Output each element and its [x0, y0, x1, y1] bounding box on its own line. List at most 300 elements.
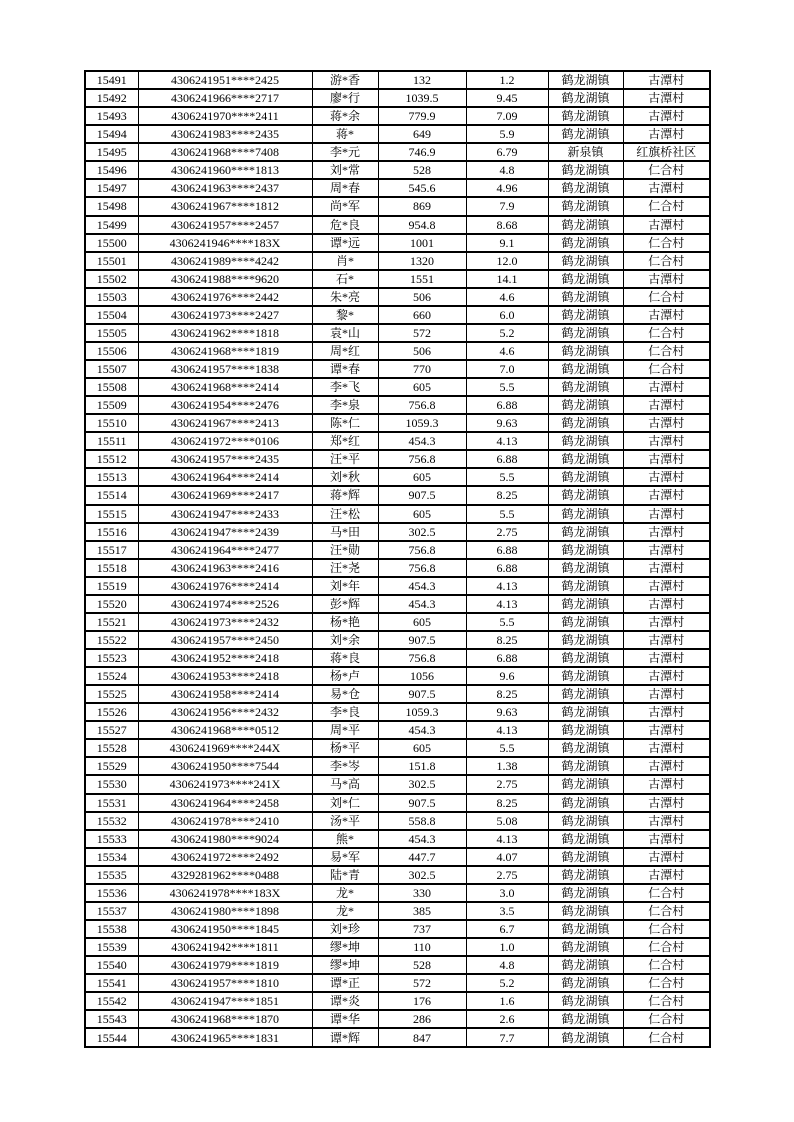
cell-serial-number: 15525	[85, 685, 138, 703]
cell-serial-number: 15533	[85, 830, 138, 848]
cell-village: 古潭村	[623, 270, 710, 288]
cell-name: 朱*亮	[312, 288, 378, 306]
cell-area: 5.5	[466, 613, 548, 631]
cell-amount: 1056	[378, 667, 466, 685]
cell-area: 6.0	[466, 306, 548, 324]
cell-serial-number: 15501	[85, 252, 138, 270]
table-row	[85, 252, 710, 270]
cell-area: 8.25	[466, 486, 548, 504]
cell-name: 蒋*良	[312, 649, 378, 667]
cell-area: 12.0	[466, 252, 548, 270]
table-row	[85, 974, 710, 992]
cell-name: 谭*春	[312, 360, 378, 378]
cell-amount: 660	[378, 306, 466, 324]
cell-amount: 572	[378, 324, 466, 342]
cell-village: 仁合村	[623, 360, 710, 378]
cell-town: 鹤龙湖镇	[548, 360, 623, 378]
cell-serial-number: 15512	[85, 450, 138, 468]
cell-village: 古潭村	[623, 523, 710, 541]
cell-area: 9.6	[466, 667, 548, 685]
cell-id-number: 4306241950****1845	[138, 920, 312, 938]
cell-id-number: 4306241947****2433	[138, 505, 312, 523]
cell-id-number: 4306241954****2476	[138, 396, 312, 414]
cell-town: 鹤龙湖镇	[548, 667, 623, 685]
cell-serial-number: 15521	[85, 613, 138, 631]
cell-serial-number: 15504	[85, 306, 138, 324]
cell-town: 鹤龙湖镇	[548, 523, 623, 541]
cell-amount: 907.5	[378, 685, 466, 703]
cell-name: 缪*坤	[312, 956, 378, 974]
cell-id-number: 4306241964****2414	[138, 468, 312, 486]
cell-amount: 454.3	[378, 721, 466, 739]
cell-name: 廖*行	[312, 89, 378, 107]
cell-town: 鹤龙湖镇	[548, 956, 623, 974]
cell-id-number: 4306241973****2427	[138, 306, 312, 324]
cell-amount: 756.8	[378, 649, 466, 667]
cell-amount: 1059.3	[378, 703, 466, 721]
cell-serial-number: 15540	[85, 956, 138, 974]
cell-name: 马*田	[312, 523, 378, 541]
cell-amount: 737	[378, 920, 466, 938]
table-row	[85, 414, 710, 432]
cell-serial-number: 15494	[85, 125, 138, 143]
cell-serial-number: 15544	[85, 1028, 138, 1047]
cell-id-number: 4306241963****2416	[138, 559, 312, 577]
table-row	[85, 378, 710, 396]
table-row	[85, 920, 710, 938]
cell-serial-number: 15542	[85, 992, 138, 1010]
cell-name: 蒋*辉	[312, 486, 378, 504]
cell-serial-number: 15510	[85, 414, 138, 432]
cell-area: 9.63	[466, 703, 548, 721]
cell-village: 古潭村	[623, 396, 710, 414]
cell-name: 杨*艳	[312, 613, 378, 631]
cell-id-number: 4306241969****2417	[138, 486, 312, 504]
cell-name: 刘*珍	[312, 920, 378, 938]
table-row	[85, 956, 710, 974]
cell-serial-number: 15526	[85, 703, 138, 721]
cell-id-number: 4306241957****2450	[138, 631, 312, 649]
cell-amount: 756.8	[378, 559, 466, 577]
cell-name: 刘*余	[312, 631, 378, 649]
table-row	[85, 595, 710, 613]
cell-name: 危*良	[312, 216, 378, 234]
cell-town: 鹤龙湖镇	[548, 179, 623, 197]
cell-serial-number: 15538	[85, 920, 138, 938]
cell-amount: 385	[378, 902, 466, 920]
cell-serial-number: 15528	[85, 739, 138, 757]
cell-area: 6.88	[466, 396, 548, 414]
table-row	[85, 613, 710, 631]
cell-area: 4.8	[466, 161, 548, 179]
cell-name: 杨*平	[312, 739, 378, 757]
table-row	[85, 866, 710, 884]
cell-name: 袁*山	[312, 324, 378, 342]
cell-name: 肖*	[312, 252, 378, 270]
table-row	[85, 739, 710, 757]
cell-area: 6.88	[466, 559, 548, 577]
cell-name: 易*仓	[312, 685, 378, 703]
cell-area: 9.63	[466, 414, 548, 432]
cell-name: 谭*远	[312, 234, 378, 252]
cell-village: 古潭村	[623, 667, 710, 685]
cell-amount: 1039.5	[378, 89, 466, 107]
table-row	[85, 631, 710, 649]
cell-area: 5.5	[466, 378, 548, 396]
cell-name: 李*岑	[312, 757, 378, 775]
cell-serial-number: 15537	[85, 902, 138, 920]
cell-name: 谭*炎	[312, 992, 378, 1010]
cell-id-number: 4306241980****9024	[138, 830, 312, 848]
cell-amount: 1001	[378, 234, 466, 252]
cell-serial-number: 15527	[85, 721, 138, 739]
cell-name: 刘*常	[312, 161, 378, 179]
cell-area: 8.25	[466, 794, 548, 812]
cell-amount: 110	[378, 938, 466, 956]
cell-village: 古潭村	[623, 468, 710, 486]
cell-serial-number: 15499	[85, 216, 138, 234]
cell-id-number: 4306241967****2413	[138, 414, 312, 432]
cell-amount: 770	[378, 360, 466, 378]
cell-id-number: 4306241978****183X	[138, 884, 312, 902]
cell-amount: 506	[378, 342, 466, 360]
cell-name: 周*春	[312, 179, 378, 197]
cell-amount: 605	[378, 613, 466, 631]
cell-amount: 907.5	[378, 631, 466, 649]
table-row	[85, 125, 710, 143]
cell-id-number: 4306241957****2435	[138, 450, 312, 468]
cell-town: 鹤龙湖镇	[548, 649, 623, 667]
cell-town: 鹤龙湖镇	[548, 685, 623, 703]
cell-id-number: 4306241983****2435	[138, 125, 312, 143]
cell-serial-number: 15493	[85, 107, 138, 125]
table-row	[85, 848, 710, 866]
table-row	[85, 216, 710, 234]
cell-area: 6.88	[466, 649, 548, 667]
cell-village: 古潭村	[623, 703, 710, 721]
table-row	[85, 197, 710, 215]
table-row	[85, 703, 710, 721]
subsidy-table-body	[85, 71, 710, 1047]
cell-name: 龙*	[312, 902, 378, 920]
cell-id-number: 4306241965****1831	[138, 1028, 312, 1047]
cell-amount: 779.9	[378, 107, 466, 125]
cell-amount: 907.5	[378, 794, 466, 812]
cell-serial-number: 15498	[85, 197, 138, 215]
cell-area: 4.96	[466, 179, 548, 197]
cell-town: 鹤龙湖镇	[548, 234, 623, 252]
cell-name: 易*军	[312, 848, 378, 866]
table-row	[85, 721, 710, 739]
cell-serial-number: 15523	[85, 649, 138, 667]
cell-town: 鹤龙湖镇	[548, 89, 623, 107]
cell-amount: 1320	[378, 252, 466, 270]
cell-village: 古潭村	[623, 89, 710, 107]
table-row	[85, 577, 710, 595]
cell-town: 鹤龙湖镇	[548, 288, 623, 306]
cell-id-number: 4306241966****2717	[138, 89, 312, 107]
cell-serial-number: 15539	[85, 938, 138, 956]
cell-village: 古潭村	[623, 541, 710, 559]
cell-id-number: 4306241980****1898	[138, 902, 312, 920]
table-row	[85, 179, 710, 197]
cell-name: 尚*军	[312, 197, 378, 215]
cell-id-number: 4306241968****0512	[138, 721, 312, 739]
cell-village: 仁合村	[623, 1028, 710, 1047]
table-row	[85, 71, 710, 89]
cell-id-number: 4306241988****9620	[138, 270, 312, 288]
cell-amount: 454.3	[378, 830, 466, 848]
cell-area: 2.75	[466, 523, 548, 541]
cell-serial-number: 15502	[85, 270, 138, 288]
cell-serial-number: 15506	[85, 342, 138, 360]
cell-area: 6.7	[466, 920, 548, 938]
cell-serial-number: 15524	[85, 667, 138, 685]
cell-serial-number: 15509	[85, 396, 138, 414]
cell-serial-number: 15516	[85, 523, 138, 541]
cell-area: 1.38	[466, 757, 548, 775]
cell-town: 鹤龙湖镇	[548, 920, 623, 938]
cell-area: 4.13	[466, 595, 548, 613]
cell-id-number: 4306241973****2432	[138, 613, 312, 631]
cell-town: 鹤龙湖镇	[548, 414, 623, 432]
cell-id-number: 4306241970****2411	[138, 107, 312, 125]
cell-amount: 528	[378, 956, 466, 974]
cell-town: 鹤龙湖镇	[548, 884, 623, 902]
cell-village: 古潭村	[623, 432, 710, 450]
cell-serial-number: 15514	[85, 486, 138, 504]
cell-town: 鹤龙湖镇	[548, 830, 623, 848]
cell-village: 红旗桥社区	[623, 143, 710, 161]
cell-name: 谭*华	[312, 1010, 378, 1028]
cell-id-number: 4306241972****0106	[138, 432, 312, 450]
cell-area: 2.75	[466, 866, 548, 884]
cell-amount: 558.8	[378, 812, 466, 830]
cell-id-number: 4306241963****2437	[138, 179, 312, 197]
cell-village: 古潭村	[623, 378, 710, 396]
cell-town: 鹤龙湖镇	[548, 252, 623, 270]
cell-town: 鹤龙湖镇	[548, 559, 623, 577]
cell-name: 黎*	[312, 306, 378, 324]
cell-id-number: 4306241947****1851	[138, 992, 312, 1010]
cell-id-number: 4306241960****1813	[138, 161, 312, 179]
cell-name: 蒋*余	[312, 107, 378, 125]
cell-village: 仁合村	[623, 234, 710, 252]
cell-village: 古潭村	[623, 631, 710, 649]
cell-serial-number: 15508	[85, 378, 138, 396]
cell-town: 鹤龙湖镇	[548, 541, 623, 559]
cell-name: 谭*辉	[312, 1028, 378, 1047]
cell-name: 李*元	[312, 143, 378, 161]
table-row	[85, 234, 710, 252]
table-row	[85, 1028, 710, 1047]
cell-town: 鹤龙湖镇	[548, 1010, 623, 1028]
cell-town: 鹤龙湖镇	[548, 125, 623, 143]
cell-area: 5.2	[466, 324, 548, 342]
cell-amount: 605	[378, 505, 466, 523]
cell-village: 古潭村	[623, 71, 710, 89]
cell-town: 鹤龙湖镇	[548, 216, 623, 234]
table-row	[85, 667, 710, 685]
cell-amount: 756.8	[378, 541, 466, 559]
cell-amount: 847	[378, 1028, 466, 1047]
cell-village: 仁合村	[623, 956, 710, 974]
cell-serial-number: 15519	[85, 577, 138, 595]
table-row	[85, 938, 710, 956]
table-row	[85, 505, 710, 523]
cell-amount: 286	[378, 1010, 466, 1028]
cell-village: 古潭村	[623, 649, 710, 667]
cell-area: 3.0	[466, 884, 548, 902]
cell-area: 5.9	[466, 125, 548, 143]
cell-serial-number: 15517	[85, 541, 138, 559]
cell-area: 1.0	[466, 938, 548, 956]
cell-id-number: 4306241974****2526	[138, 595, 312, 613]
cell-name: 李*泉	[312, 396, 378, 414]
table-row	[85, 306, 710, 324]
cell-name: 马*高	[312, 775, 378, 793]
cell-name: 李*飞	[312, 378, 378, 396]
cell-area: 4.13	[466, 721, 548, 739]
cell-village: 仁合村	[623, 992, 710, 1010]
cell-town: 鹤龙湖镇	[548, 848, 623, 866]
cell-serial-number: 15496	[85, 161, 138, 179]
table-row	[85, 884, 710, 902]
cell-town: 鹤龙湖镇	[548, 306, 623, 324]
cell-village: 古潭村	[623, 775, 710, 793]
cell-id-number: 4306241942****1811	[138, 938, 312, 956]
cell-area: 2.6	[466, 1010, 548, 1028]
cell-town: 鹤龙湖镇	[548, 775, 623, 793]
cell-amount: 756.8	[378, 450, 466, 468]
cell-area: 1.6	[466, 992, 548, 1010]
cell-serial-number: 15520	[85, 595, 138, 613]
cell-town: 鹤龙湖镇	[548, 631, 623, 649]
cell-town: 鹤龙湖镇	[548, 161, 623, 179]
cell-village: 仁合村	[623, 902, 710, 920]
cell-id-number: 4306241964****2477	[138, 541, 312, 559]
cell-amount: 605	[378, 378, 466, 396]
cell-name: 谭*正	[312, 974, 378, 992]
cell-village: 仁合村	[623, 884, 710, 902]
table-row	[85, 523, 710, 541]
cell-name: 郑*红	[312, 432, 378, 450]
cell-village: 古潭村	[623, 125, 710, 143]
cell-name: 陆*青	[312, 866, 378, 884]
cell-name: 周*平	[312, 721, 378, 739]
cell-serial-number: 15491	[85, 71, 138, 89]
cell-area: 14.1	[466, 270, 548, 288]
cell-town: 鹤龙湖镇	[548, 270, 623, 288]
cell-village: 古潭村	[623, 848, 710, 866]
cell-name: 周*红	[312, 342, 378, 360]
table-row	[85, 450, 710, 468]
cell-village: 古潭村	[623, 216, 710, 234]
cell-town: 鹤龙湖镇	[548, 577, 623, 595]
cell-name: 缪*坤	[312, 938, 378, 956]
cell-area: 4.13	[466, 830, 548, 848]
cell-village: 仁合村	[623, 342, 710, 360]
cell-village: 古潭村	[623, 794, 710, 812]
cell-village: 古潭村	[623, 559, 710, 577]
table-row	[85, 270, 710, 288]
cell-amount: 756.8	[378, 396, 466, 414]
cell-village: 仁合村	[623, 197, 710, 215]
cell-town: 鹤龙湖镇	[548, 992, 623, 1010]
cell-area: 7.7	[466, 1028, 548, 1047]
cell-village: 仁合村	[623, 161, 710, 179]
cell-town: 鹤龙湖镇	[548, 595, 623, 613]
cell-serial-number: 15534	[85, 848, 138, 866]
cell-id-number: 4306241956****2432	[138, 703, 312, 721]
cell-serial-number: 15529	[85, 757, 138, 775]
cell-id-number: 4306241957****2457	[138, 216, 312, 234]
cell-area: 1.2	[466, 71, 548, 89]
cell-village: 古潭村	[623, 414, 710, 432]
cell-serial-number: 15492	[85, 89, 138, 107]
cell-town: 鹤龙湖镇	[548, 486, 623, 504]
cell-serial-number: 15536	[85, 884, 138, 902]
cell-town: 鹤龙湖镇	[548, 432, 623, 450]
cell-id-number: 4306241951****2425	[138, 71, 312, 89]
cell-town: 鹤龙湖镇	[548, 71, 623, 89]
table-row	[85, 541, 710, 559]
cell-town: 鹤龙湖镇	[548, 938, 623, 956]
cell-area: 4.8	[466, 956, 548, 974]
cell-serial-number: 15495	[85, 143, 138, 161]
cell-amount: 151.8	[378, 757, 466, 775]
cell-amount: 454.3	[378, 595, 466, 613]
cell-name: 汪*松	[312, 505, 378, 523]
cell-village: 仁合村	[623, 938, 710, 956]
cell-area: 7.0	[466, 360, 548, 378]
cell-id-number: 4306241950****7544	[138, 757, 312, 775]
cell-name: 李*良	[312, 703, 378, 721]
cell-amount: 1551	[378, 270, 466, 288]
cell-name: 龙*	[312, 884, 378, 902]
table-row	[85, 775, 710, 793]
cell-village: 古潭村	[623, 450, 710, 468]
cell-serial-number: 15511	[85, 432, 138, 450]
cell-serial-number: 15513	[85, 468, 138, 486]
cell-village: 古潭村	[623, 486, 710, 504]
cell-serial-number: 15518	[85, 559, 138, 577]
table-row	[85, 324, 710, 342]
table-row	[85, 1010, 710, 1028]
table-row	[85, 107, 710, 125]
cell-serial-number: 15530	[85, 775, 138, 793]
cell-id-number: 4306241947****2439	[138, 523, 312, 541]
cell-area: 3.5	[466, 902, 548, 920]
cell-town: 鹤龙湖镇	[548, 505, 623, 523]
cell-serial-number: 15543	[85, 1010, 138, 1028]
cell-village: 古潭村	[623, 721, 710, 739]
cell-village: 古潭村	[623, 739, 710, 757]
cell-serial-number: 15535	[85, 866, 138, 884]
table-row	[85, 559, 710, 577]
cell-name: 彭*辉	[312, 595, 378, 613]
cell-amount: 302.5	[378, 775, 466, 793]
cell-id-number: 4306241957****1838	[138, 360, 312, 378]
cell-village: 古潭村	[623, 107, 710, 125]
cell-town: 鹤龙湖镇	[548, 342, 623, 360]
cell-area: 5.2	[466, 974, 548, 992]
cell-town: 鹤龙湖镇	[548, 902, 623, 920]
table-row	[85, 432, 710, 450]
cell-amount: 330	[378, 884, 466, 902]
cell-id-number: 4306241968****2414	[138, 378, 312, 396]
table-row	[85, 288, 710, 306]
